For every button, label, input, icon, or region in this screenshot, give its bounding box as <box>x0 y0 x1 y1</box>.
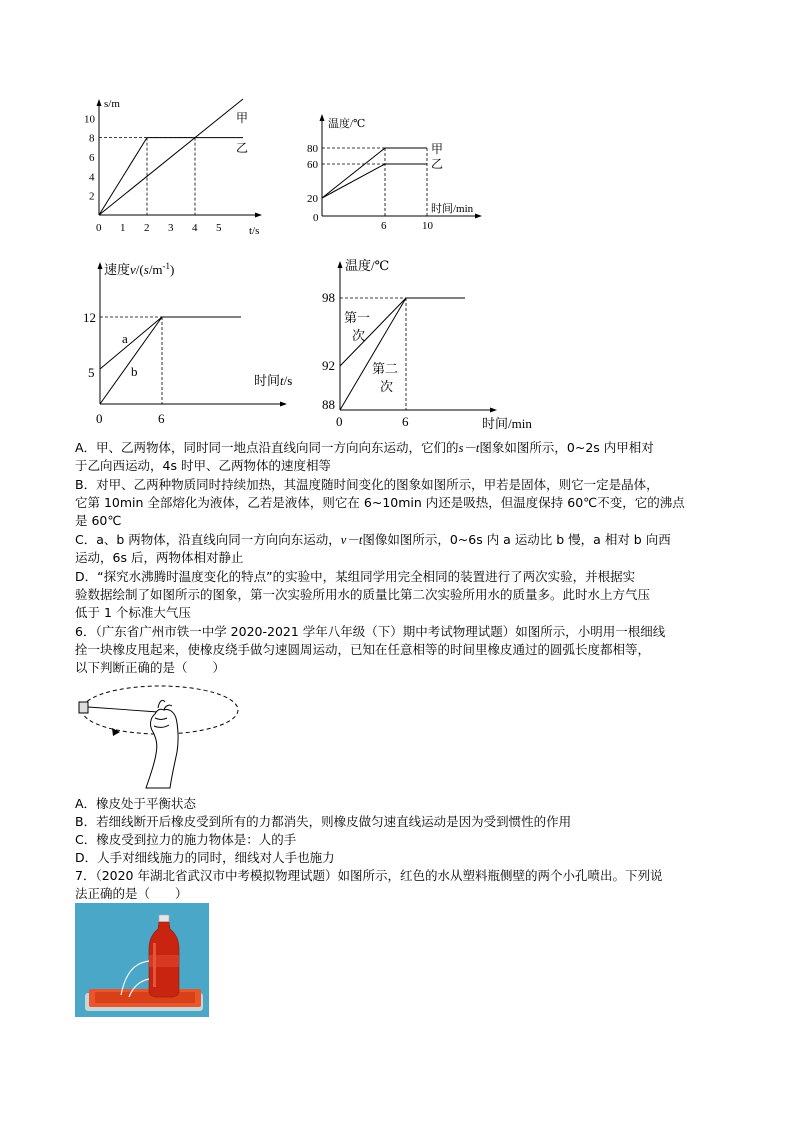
q6-option-b: B．若细线断开后橡皮受到所有的力都消失，则橡皮做匀速直线运动是因为受到惯性的作用 <box>75 814 572 829</box>
boil-y-arrow <box>338 261 343 268</box>
t1-xtick-6: 6 <box>381 220 387 232</box>
t1-line-jia <box>322 148 427 198</box>
boil-label-second-2: 次 <box>380 379 394 394</box>
vt-y-label: 速度$v/(s/m^{-1})$ <box>104 261 175 277</box>
q6-stem-line-2: 拴一块橡皮甩起来，使橡皮绕手做匀速圆周运动，已知在任意相等的时间里橡皮通过的圆弧长度都相等， <box>75 642 651 658</box>
st-ytick-8: 8 <box>89 132 95 145</box>
q5-a-text-1: A．甲、乙两物体，同时同一地点沿直线向同一方向向东运动，它们的 <box>75 440 459 455</box>
q6-stem-line-3: 以下判断正确的是（ ） <box>75 660 226 676</box>
st-x-label: t/s <box>249 225 260 237</box>
q5-d-text-1: D．“探究水沸腾时温度变化的特点”的实验中，某组同学用完全相同的装置进行了两次实验，并根据实 <box>75 569 636 584</box>
st-ytick-2: 2 <box>89 190 95 203</box>
st-xtick-1: 1 <box>120 222 126 234</box>
q5-d-text-3: 低于 1 个标准大气压 <box>75 605 191 621</box>
boil-x-label: 时间/min <box>482 416 532 431</box>
vt-x-arrow <box>280 402 287 407</box>
st-series-label-yi: 乙 <box>236 141 249 155</box>
st-y-arrow <box>97 99 102 106</box>
st-xtick-0: 0 <box>96 222 102 234</box>
q5-d-text-2: 验数据绘制了如图所示的图象，第一次实验所用水的质量比第二次实验所用水的质量多。此时水上方气压 <box>75 587 651 603</box>
boil-ytick-92: 92 <box>322 358 335 373</box>
tray-inner <box>95 992 195 1003</box>
eraser-icon <box>79 702 88 713</box>
q5-a-text-3: 于乙向西运动，4s 时甲、乙两物体的速度相等 <box>75 458 331 474</box>
t1-line-yi <box>322 164 427 198</box>
t1-ytick-20: 20 <box>307 193 318 205</box>
q5-b-text-1: B．对甲、乙两种物质同时持续加热，其温度随时间变化的图象如图所示，甲若是固体，则它一定是晶体， <box>75 477 659 492</box>
st-ytick-10: 10 <box>84 113 95 126</box>
st-series-label-jia: 甲 <box>236 111 249 125</box>
vt-line-b <box>100 317 162 404</box>
q6-stem <box>75 623 725 678</box>
q5-c-vt: v－t <box>340 533 363 547</box>
t1-ytick-60: 60 <box>307 159 318 171</box>
vt-label-a: a <box>122 331 128 346</box>
direction-arrow-icon <box>112 728 120 736</box>
bottle-cap <box>159 915 169 922</box>
t1-origin-tick: 0 <box>313 212 319 224</box>
st-ytick-6: 6 <box>89 151 95 164</box>
q5-a-text-2: 图象如图所示，0~2s 内甲相对 <box>479 440 654 455</box>
boil-x-arrow <box>490 408 497 413</box>
vt-y-arrow <box>98 262 103 269</box>
boil-label-first-1: 第一 <box>344 310 371 325</box>
q6-option-d: D．人手对细线施力的同时，细线对人手也施力 <box>75 850 335 865</box>
eraser-swing-figure <box>72 678 252 793</box>
st-y-label: s/m <box>104 98 120 110</box>
st-ytick-4: 4 <box>89 171 95 184</box>
vt-ytick-5: 5 <box>88 365 95 380</box>
q7-stem-line-2: 法正确的是（ ） <box>75 886 188 902</box>
q5-c-text-1: C．a、b 两物体，沿直线向同一方向向东运动， <box>75 532 341 547</box>
vt-label-b: b <box>131 364 138 379</box>
q5-option-d <box>75 568 725 623</box>
temp-chart-1 <box>300 108 490 233</box>
t1-y-label: 温度/℃ <box>328 118 366 130</box>
boil-label-first-2: 次 <box>352 328 366 343</box>
st-line-yi <box>99 138 243 215</box>
st-xtick-4: 4 <box>192 222 198 234</box>
t1-x-label: 时间/min <box>431 203 474 215</box>
st-xtick-3: 3 <box>168 222 174 234</box>
t1-xtick-10: 10 <box>422 220 433 232</box>
q7-stem <box>75 867 725 903</box>
q5-b-text-2: 它第 10min 全部熔化为液体，乙若是液体，则它在 6~10min 内还是吸热，但温度保持 60℃不变，它的沸点 <box>75 495 685 511</box>
vt-origin-tick: 0 <box>96 411 103 426</box>
st-x-arrow <box>255 213 262 218</box>
q5-b-text-3: 是 60℃ <box>75 513 122 529</box>
vt-x-label: 时间t/s <box>254 373 293 388</box>
boil-chart <box>318 252 548 432</box>
boil-xtick-6: 6 <box>402 414 409 429</box>
vt-chart <box>80 252 300 427</box>
t1-label-jia: 甲 <box>431 142 444 156</box>
q6-stem-line-1: 6．（广东省广州市铁一中学 2020-2021 学年八年级（下）期中考试物理试题）如图所示，小明用一根细线 <box>75 624 666 639</box>
t1-label-yi: 乙 <box>431 157 444 171</box>
t1-y-arrow <box>320 114 325 121</box>
q5-option-b <box>75 476 725 531</box>
q6-option-a: A．橡皮处于平衡状态 <box>75 796 197 811</box>
q6-option-c: C．橡皮受到拉力的施力物体是：人的手 <box>75 832 297 847</box>
boil-ytick-88: 88 <box>322 397 335 412</box>
q7-stem-line-1: 7．（2020 年湖北省武汉市中考模拟物理试题）如图所示，红色的水从塑料瓶侧壁的两个小孔喷出。下列说 <box>75 868 663 883</box>
t1-ytick-80: 80 <box>307 143 318 155</box>
bottle-photo <box>75 903 209 1017</box>
boil-label-second-1: 第二 <box>372 361 399 376</box>
boil-origin-tick: 0 <box>336 414 343 429</box>
hand-icon <box>146 700 178 788</box>
st-chart <box>80 92 280 242</box>
boil-y-label: 温度/℃ <box>345 258 390 273</box>
q5-option-c <box>75 531 725 567</box>
st-line-jia <box>99 99 243 215</box>
vt-xtick-6: 6 <box>158 411 165 426</box>
q5-c-text-2: 图像如图所示，0~6s 内 a 运动比 b 慢，a 相对 b 向西 <box>362 532 671 547</box>
q5-option-a <box>75 439 725 475</box>
t1-x-arrow <box>475 214 482 219</box>
q5-c-text-3: 运动，6s 后，两物体相对静止 <box>75 550 244 566</box>
string-line <box>88 707 158 712</box>
q5-a-st: s－t <box>458 441 480 455</box>
boil-ytick-98: 98 <box>322 290 335 305</box>
bottle-highlight <box>153 943 156 987</box>
st-xtick-5: 5 <box>216 222 222 234</box>
st-xtick-2: 2 <box>144 222 150 234</box>
vt-ytick-12: 12 <box>83 310 96 325</box>
